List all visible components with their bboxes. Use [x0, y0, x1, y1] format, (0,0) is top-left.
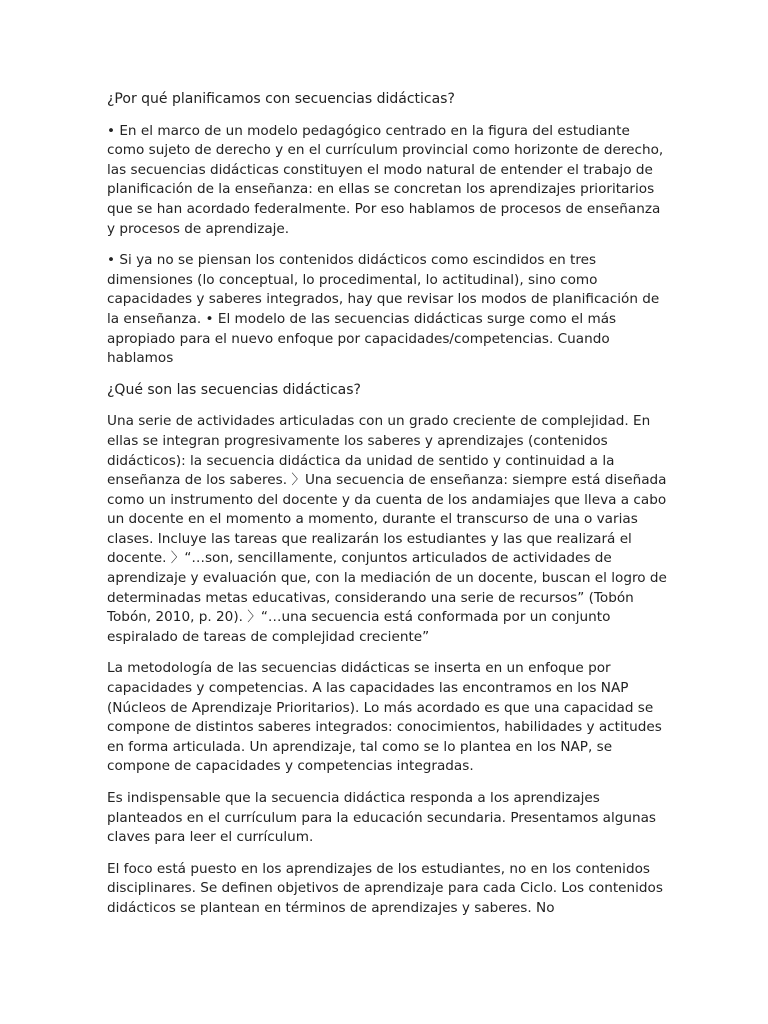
paragraph-model-centered: • En el marco de un modelo pedagógico centrado en la figura del estudiante como sujeto de derecho y en el currículum provincial como horizonte de derecho, las secuencias didácticas constituyen el modo natural de entender el trabajo de planificación de la enseñanza: en ellas se concretan los aprendizajes prioritarios que se han acordado federalmente. Por eso hablamos de procesos de enseñanza y procesos de aprendizaje. — [107, 122, 664, 237]
paragraph-focus: El foco está puesto en los aprendizajes de los estudiantes, no en los contenidos disciplinares. Se definen objetivos de aprendizaje para cada Ciclo. Los contenidos didácticos se plantean en términos de aprendizajes y saberes. No — [107, 860, 663, 916]
heading-what-are: ¿Qué son las secuencias didácticas? — [107, 381, 361, 398]
paragraph-definition: Una serie de actividades articuladas con un grado creciente de complejidad. En ellas se integran progresivamente los saberes y aprendizajes (contenidos didácticos): la secuencia didáctica da unidad de sentido y continuidad a la enseñanza de los saberes. 〉Una secuencia de enseñanza: siempre está diseñada como un instrumento del docente y da cuenta de los andamiajes que lleva a cabo un docente en el momento a momento, durante el transcurso de una o varias clases. Incluye las tareas que realizarán los estudiantes y las que realizará el docente. 〉“…son, sencillamente, conjuntos articulados de actividades de aprendizaje y evaluación que, con la mediación de un docente, buscan el logro de determinadas metas educativas, considerando una serie de recursos” (Tobón Tobón, 2010, p. 20). 〉“…una secuencia está conformada por un conjunto espiralado de tareas de complejidad creciente” — [107, 413, 667, 645]
paragraph-indispensable: Es indispensable que la secuencia didáctica responda a los aprendizajes planteados en el currículum para la educación secundaria. Presentamos algunas claves para leer el currículum. — [107, 790, 656, 846]
heading-why-plan: ¿Por qué planificamos con secuencias didácticas? — [107, 91, 455, 107]
document-body — [107, 90, 667, 931]
paragraph-contents-dimensions: • Si ya no se piensan los contenidos didácticos como escindidos en tres dimensiones (lo conceptual, lo procedimental, lo actitudinal), sino como capacidades y saberes integrados, hay que revisar los modos de planificación de la enseñanza. • El modelo de las secuencias didácticas surge como el más apropiado para el nuevo enfoque por capacidades/competencias. Cuando hablamos — [107, 252, 660, 367]
paragraph-methodology: La metodología de las secuencias didácticas se inserta en un enfoque por capacidades y competencias. A las capacidades las encontramos en los NAP (Núcleos de Aprendizaje Prioritarios). Lo más acordado es que una capacidad se compone de distintos saberes integrados: conocimientos, habilidades y actitudes en forma articulada. Un aprendizaje, tal como se lo plantea en los NAP, se compone de capacidades y competencias integradas. — [107, 660, 662, 775]
